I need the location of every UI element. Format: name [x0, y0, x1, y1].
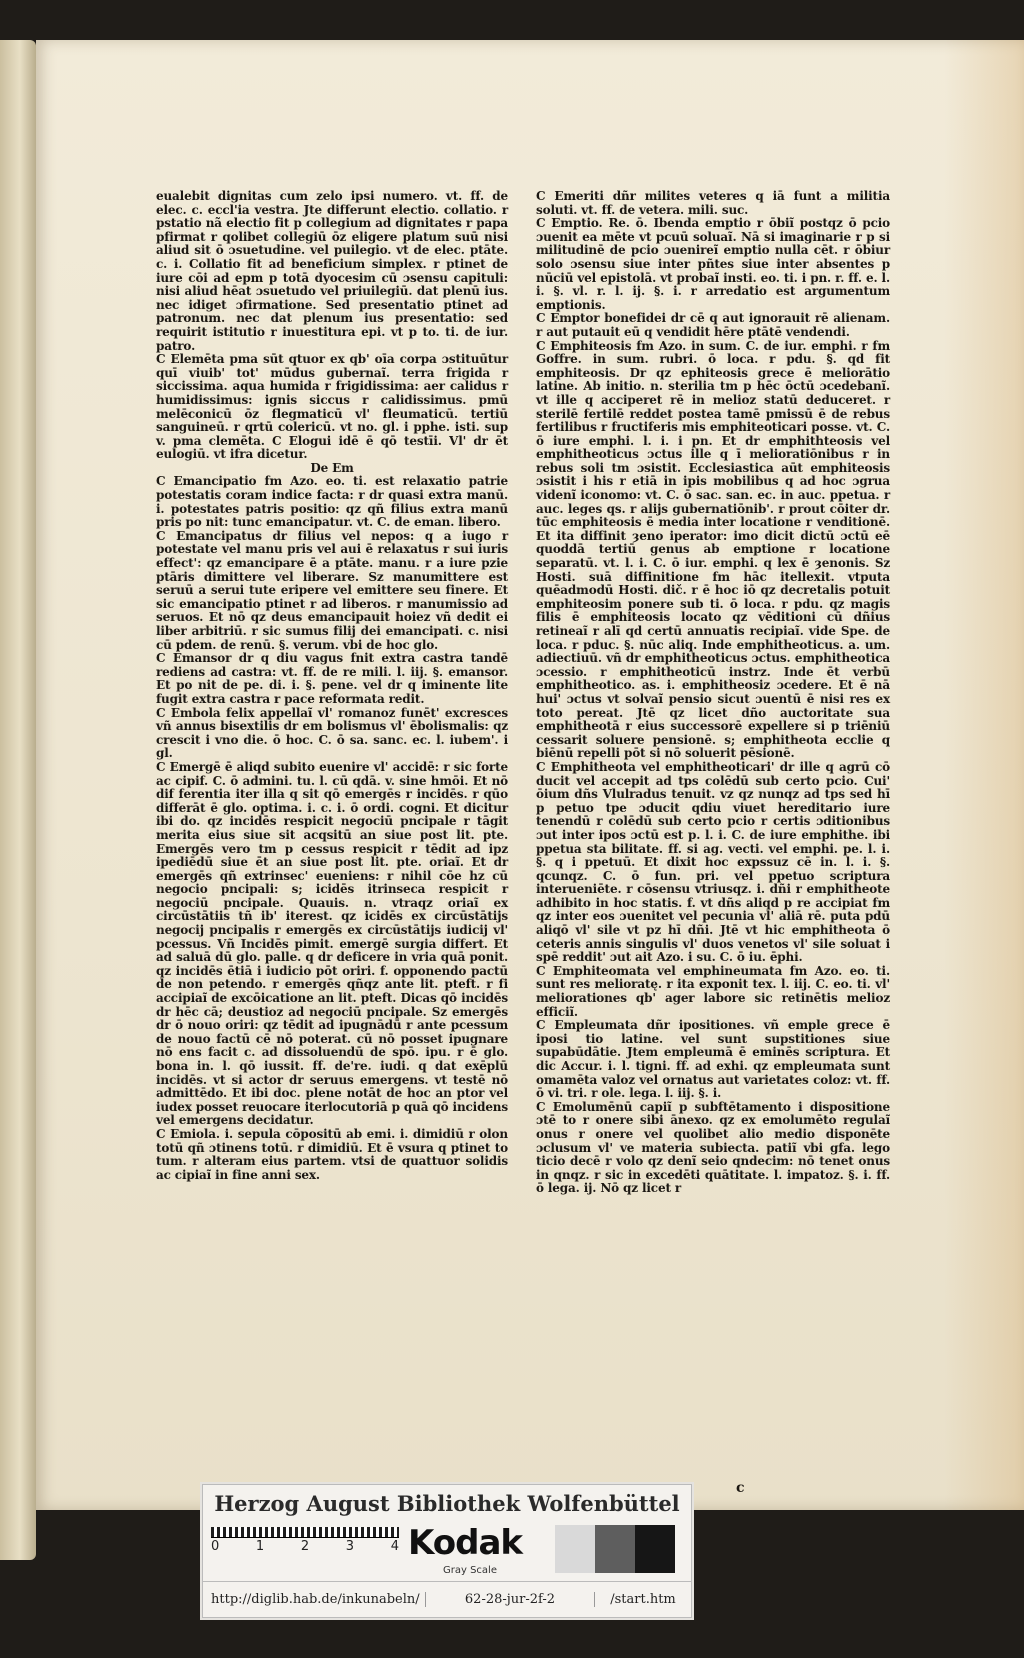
shelfmark: 62-28-jur-2f-2 — [426, 1592, 595, 1607]
target-footer — [203, 1581, 691, 1616]
ruler-number: 1 — [255, 1539, 265, 1554]
kodak-scan-target — [202, 1484, 692, 1618]
paragraph: C Emphiteomata vel emphineumata fm Azo. eo. ti. sunt res melioratę. r ita exponit tex. l. iij. C. eo. ti. vl' meliorationes qb' ager labore sic retinētis melioz efficiĩ. — [536, 963, 890, 1019]
paragraph: C Elemēta pma sūt qtuor ex qb' oīa corpa ɔstituūtur quī viuib' tot' mūdus gubernaĩ. terra frigida r siccissima. aqua humida r frigidissima: aer calidus r humidissimus: ignis siccus r calidissimus. pmū melēconicū ōz flegmaticū vl' fleumaticū. tertiū sanguineū. r qrtū colericū. vt no. gl. i pphe. isti. sup v. pma clemēta. C Elogui idē ē qō testīi. Vl' dr ēt eulogiū. vt ifra dicetur. — [156, 352, 508, 462]
paragraph: C Emeriti dñr milites veteres q iā funt a militia soluti. vt. ff. de vetera. mili. suc. — [536, 189, 890, 217]
paragraph: C Emergē ē aliqd subito euenire vl' accidē: r sic forte ac cipif. C. ō admini. tu. l. cū qdā. v. sine hmōi. Et nō dif ferentia iter illa q sit qō emergēs r incidēs. r qūo differāt ē glo. optima. i. c. i. ō ordi. cogni. Et dicitur ibi do. qz incidēs respicit negociū pncipale r tāgit merita eius siue sit acqsitū an siue post lit. pte. Emergēs vero tm p cessus respicit r tēdit ad ipz ipediēdū siue ēt an siue post lit. pte. oriaĩ. Et dr emergēs qñ extrinsec' eueniens: r nihil cōe hz cū negocio pncipali: s; icidēs itrinseca respicit r negociū pncipale. Quauis. n. vtraqz oriaĩ ex circūstātiis tñ ib' iterest. qz icidēs ex circūstātijs negocij pncipalis r emergēs ex circūstātijs iudicij vl' pcessus. Vñ Incidēs pimit. emergē surgia differt. Et ad saluā dū glo. palle. q dr deficere in vria quā ponit. qz incidēs ētiā i iudicio pōt oriri. f. opponendo pactū de non petendo. r emergēs qñqz ante lit. pteft. r fi accipiaĩ de excōicatione an lit. pteft. Dicas qō incidēs dr hēc cā; deustioz ad negociū pncipale. Sz emergēs dr ō nouo oriri: qz tēdit ad ipugnādū r ante pcessum de nouo factū cē nō poterat. cū nō posset ipugnare nō ens facit c. ad dissoluendū de spō. ipu. r ē glo. bona in. l. qō iussit. ff. de're. iudi. q dat exēplū incidēs. vt si actor dr seruus emergens. vt testē nō admittēdo. Et ibi doc. plene notāt de hoc an ptor vel iudex posset reuocare iterlocutoriā p quā qō incidens vel emergens decidatur. — [156, 759, 508, 1128]
book-page — [36, 40, 1024, 1510]
gray-scale-label: Gray Scale — [443, 1565, 497, 1576]
ruler-number: 0 — [211, 1539, 220, 1554]
paragraph: C Empleumata dñr ipositiones. vñ emple grece ē iposi tio latine. vel sunt supstitiones siue supabūdātie. Jtem empleumā ē eminēs scriptura. Et dic Accur. i. l. tigni. ff. ad exhi. qz empleumata sunt omamēta valoz vel ornatus aut varietates coloz: vt. ff. ō vi. tri. r ole. lega. l. iij. §. i. — [536, 1018, 890, 1101]
start-link: /start.htm — [610, 1591, 676, 1607]
paragraph: C Emansor dr q diu vagus fnit extra castra tandē rediens ad castra: vt. ff. de re mili. l. iij. §. emansor. Et po nit de pe. di. i. §. pene. vel dr q iminente lite fugit extra castra r pace reformata redit. — [156, 651, 508, 706]
paragraph: C Emphitheota vel emphitheoticari' dr ille q agrū cō ducit vel accepit ad tps colēdū sub certo pcio. Cui' ōium dñs Vlulradus tenuit. vz qz nunqz ad tps sed hī p petuo tpe ɔducit qdiu viuet hereditario iure tenendū r colēdū sub certo pcio r certis ɔditionibus ɔut inter ipos ɔctū est p. l. i. C. de iure emphithe. ibi ppetua sta bilitate. ff. si ag. vecti. vel emphi. pe. l. i. §. q i ppetuū. Et dixit hoc expssuz cē in. l. i. §. qcunqz. C. ō fun. pri. vel ppetuo scriptura interueniēte. r cōsensu vtriusqz. i. dñi r emphitheote adhibito in hoc statis. f. vt dñs aliqd p re accipiat fm qz inter eos ɔuenitet vel pecunia vl' aliā rē. puta pdū aliqō vl' sile vt pz hī dñi. Jtē vt hic emphitheota ō ceteris annis singulis vl' duos venetos vl' sile soluat i spē reddit' ɔut ait Azo. i su. C. ō iu. ēphi. — [536, 759, 890, 965]
swatch-dark — [635, 1525, 675, 1573]
paragraph: C Emolumēnū capiĩ p subftētamento i dispositione ɔtē to r onere sibi ānexo. qz ex emolumēto regulaĩ onus r onere vel quolibet alio medio disponēte ɔclusum vl' ve materia subiecta. patiĩ vbi gfa. lego ticio decē r volo qz denĩ seio qndecim: nō tenet onus in qnqz. r sic in excedēti quātitate. l. impatoz. §. i. ff. ō lega. ij. Nō qz licet r — [536, 1099, 890, 1196]
kodak-logo: Kodak — [408, 1523, 522, 1563]
left-text-column — [156, 190, 508, 1182]
paragraph: C Emptor bonefidei dr cē q aut ignorauit rē alienam. r aut putauit eū q vendidit hēre ptātē vendendi. — [536, 311, 890, 339]
swatch-light — [555, 1525, 595, 1573]
paragraph: C Emptio. Re. ō. Ibenda emptio r ōbiĩ postqz ō pcio ɔuenit ea mēte vt pcuū soluaĩ. Nā si imaginarie r p si militudinē de pcio ɔuenireĩ emptio nulla cēt. r ōbiur solo ɔsensu siue inter pñtes siue inter absentes p nūciū vel epistolā. vt probaĩ insti. eo. ti. i pn. r. ff. e. l. i. §. vl. r. l. ij. §. i. r arredatio est argumentum emptionis. — [536, 216, 890, 312]
paragraph: C Emancipatus dr filius vel nepos: q a iugo r potestate vel manu pris vel aui ē relaxatus r sui iuris effect': qz emancipare ē a ptāte. manu. r a iure pzie ptāris dimittere vel liberare. Sz manumittere est seruū a serui tute eripere vel emittere seu finere. Et sic emancipatio ptinet r ad liberos. r manumissio ad seruos. Et nō qz deus emancipauit hoiez vñ dedit ei liber arbitriū. r sic sumus filij dei emancipati. c. nisi cū pdem. de renū. §. verum. vbi de hoc glo. — [156, 528, 508, 652]
digital-library-url: http://diglib.hab.de/inkunabeln/ — [203, 1592, 426, 1607]
ruler-bar — [211, 1527, 399, 1538]
library-name: Herzog August Bibliothek Wolfenbüttel — [214, 1491, 680, 1516]
signature-mark: c — [736, 1480, 745, 1496]
running-heads: De Em — [310, 460, 354, 475]
facing-page-edge — [0, 40, 36, 1560]
paragraph: eualebit dignitas cum zelo ipsi numero. vt. ff. de elec. c. eccl'ia vestra. Jte differunt electio. collatio. r pstatio nã electio fit p collegium ad dignitates r papa pfirmat r qolibet collegiū ōz eligere platum suū nisi aliud sit ō ɔsuetudine. vel puilegio. vt de elec. ptāte. c. i. Collatio fit ad beneficium simplex. r ptinet de iure cōi ad epm p totā dyocesim cū ɔsensu capituli: nisi aliud hēat ɔsuetudo vel priuilegiū. dat plenū ius. nec idiget ɔfirmatione. Sed presentatio ptinet ad patronum. nec dat plenum ius presentatio: sed requirit istitutio r inuestitura epi. vt p to. ti. de iur. patro. — [156, 189, 508, 353]
swatch-mid — [595, 1525, 635, 1573]
right-text-column — [536, 190, 890, 1196]
ruler-numbers — [211, 1539, 399, 1554]
paragraph: C Emancipatio fm Azo. eo. ti. est relaxatio patrie potestatis coram indice facta: r dr quasi extra manū. i. potestates patris positio: qz qñ filius extra manū pris po nit: tunc emancipatur. vt. C. de eman. libero. — [156, 474, 508, 530]
scale-ruler — [211, 1527, 399, 1559]
ruler-number: 2 — [300, 1539, 310, 1554]
paragraph: C Emphiteosis fm Azo. in sum. C. de iur. emphi. r fm Goffre. in sum. rubri. ō loca. r pdu. §. qd fit emphiteosis. Dr qz ephiteosis grece ē meliorātio latine. Ab initio. n. sterilia tm p hēc ōctū ɔcedebanĩ. vt ille q acciperet rē in melioz statū deduceret. r sterilē fertilē reddet postea tamē pmissū ē de rebus fertilibus r fructiferis mis emphiteoticari posse. vt. C. ō iure emphi. l. i. i pn. Et dr emphithteosis vel emphitheoticus ɔctus ille q ī melioratiōnibus r in rebus soli tm ɔsistit. Ecclesiastica aūt emphiteosis ɔsistit i his r etiā in ipis mobilibus q ad hoc ɔgrua videnĩ iconomo: vt. C. ō sac. san. ec. in auc. ppetua. r auc. leges qs. r alijs gubernatiōnib'. r prout cōiter dr. tūc emphiteosis ē media inter locatione r venditionē. Et ita diffinit ȝeno iperator: imo dicit dictū ɔctū eē quoddā tertiū genus ab emptione r locatione separatū. vt. l. i. C. ō iur. emphi. q lex ē ȝenonis. Sz Hosti. suā diffinitione fm hāc itellexit. vtputa quēadmodū Hosti. dič. r ē hoc iō qz decretalis potuit emphiteosim ponere sub ti. ō loca. r pdu. qz magis filis ē emphiteosis locato qz vēditioni cū dñius retineaĩ r alī qd certū annuatis recipiaĩ. vide Spe. de loca. r pduc. §. nūc aliq. Inde emphitheoticus. a. um. adiectiuū. vñ dr emphitheoticus ɔctus. emphitheotica ɔcessio. r emphitheoticū instrz. Inde ēt verbū emphitheotico. as. i. emphitheosiz ɔcedere. Et ē nā hui' ɔctus vt solvaĩ pensio sicut ɔuentū ē nisi res ex toto pereat. Jtē qz licet dño auctoritate sua emphitheotā r eius successorē expellere si p triēniū cessarit soluere pensionē. s; emphitheota ecclie q biēnū repelli pōt si nō soluerit pēsionē. — [536, 338, 890, 761]
gray-swatches — [555, 1525, 675, 1573]
ruler-number: 4 — [390, 1539, 399, 1554]
paragraph: C Emiola. i. sepula cōpositū ab emi. i. dimidiū r olon totū qñ ɔtinens totū. r dimidiū. Et ē vsura q ptinet to tum. r alteram eius partem. vtsi de quattuor solidis ac cipiaĩ in fine anni sex. — [156, 1126, 508, 1182]
ruler-number: 3 — [345, 1539, 355, 1554]
paragraph: C Embola felix appellaĩ vl' romanoz funēt' excresces vñ annus bisextilis dr em bolismus vl' ēbolismalis: qz crescit i vno die. ō hoc. C. ō sa. sanc. ec. l. iubem'. i gl. — [156, 705, 508, 761]
